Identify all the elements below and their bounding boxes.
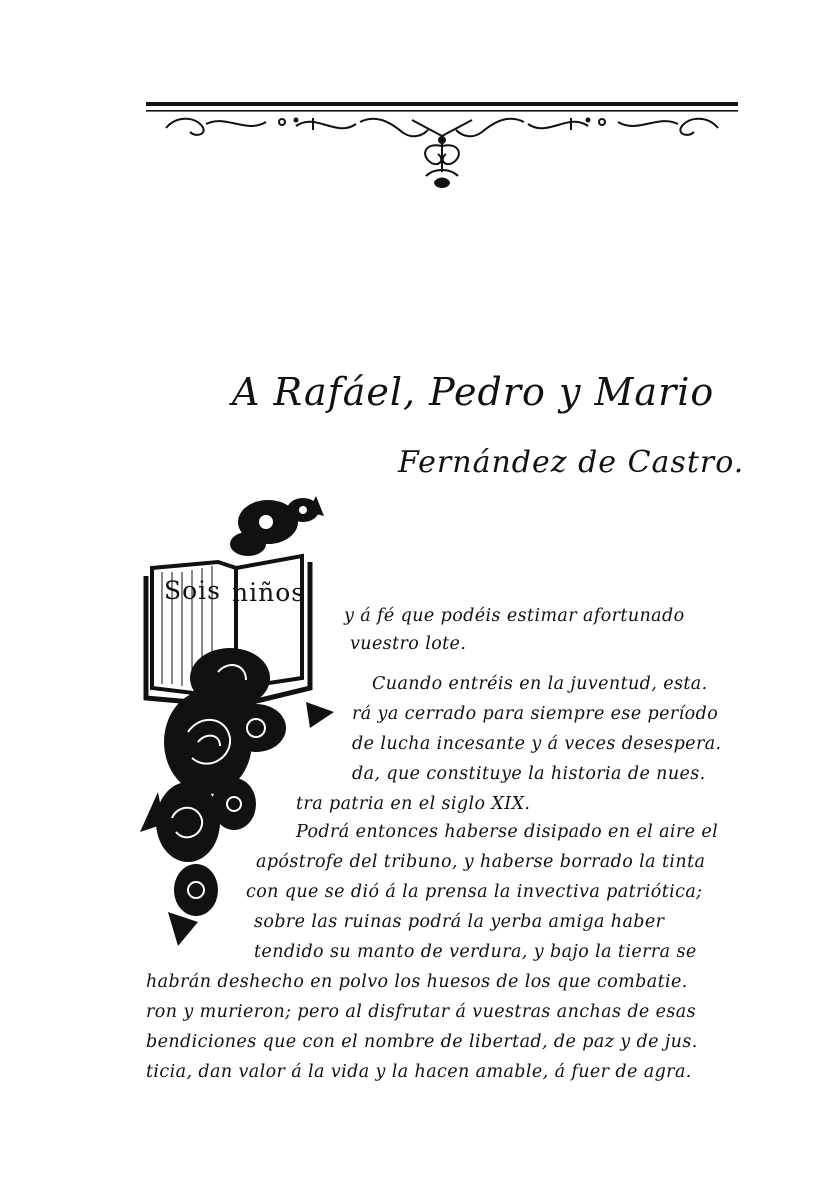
book-right-page-text: niños (232, 578, 306, 607)
body-line: tendido su manto de verdura, y bajo la tierra se (254, 942, 697, 962)
body-line: ron y murieron; pero al disfrutar á vuestras anchas de esas (146, 1002, 696, 1022)
body-line: apóstrofe del tribuno, y haberse borrado la tinta (256, 852, 706, 872)
body-line: y á fé que podéis estimar afortunado (344, 606, 685, 626)
body-line: rá ya cerrado para siempre ese período (352, 704, 719, 724)
body-line: sobre las ruinas podrá la yerba amiga haber (254, 912, 665, 932)
body-line: Podrá entonces haberse disipado en el aire el (296, 822, 719, 842)
dedication-title-line-2: Fernández de Castro. (398, 445, 745, 480)
body-line: ticia, dan valor á la vida y la hacen amable, á fuer de agra. (146, 1062, 692, 1082)
dedication-title-line-1: A Rafáel, Pedro y Mario (232, 370, 715, 414)
body-line: vuestro lote. (350, 634, 467, 654)
body-line: Cuando entréis en la juventud, esta. (372, 674, 708, 694)
body-line: con que se dió á la prensa la invectiva patriótica; (246, 882, 703, 902)
body-line: bendiciones que con el nombre de libertad, de paz y de jus. (146, 1032, 698, 1052)
header-ornament-icon (146, 98, 738, 200)
body-line: da, que constituye la historia de nues. (352, 764, 706, 784)
book-left-page-text: Sois (164, 576, 222, 605)
body-line: habrán deshecho en polvo los huesos de los que combatie. (146, 972, 688, 992)
body-line: tra patria en el siglo XIX. (296, 794, 531, 814)
body-line: de lucha incesante y á veces desespera. (352, 734, 722, 754)
